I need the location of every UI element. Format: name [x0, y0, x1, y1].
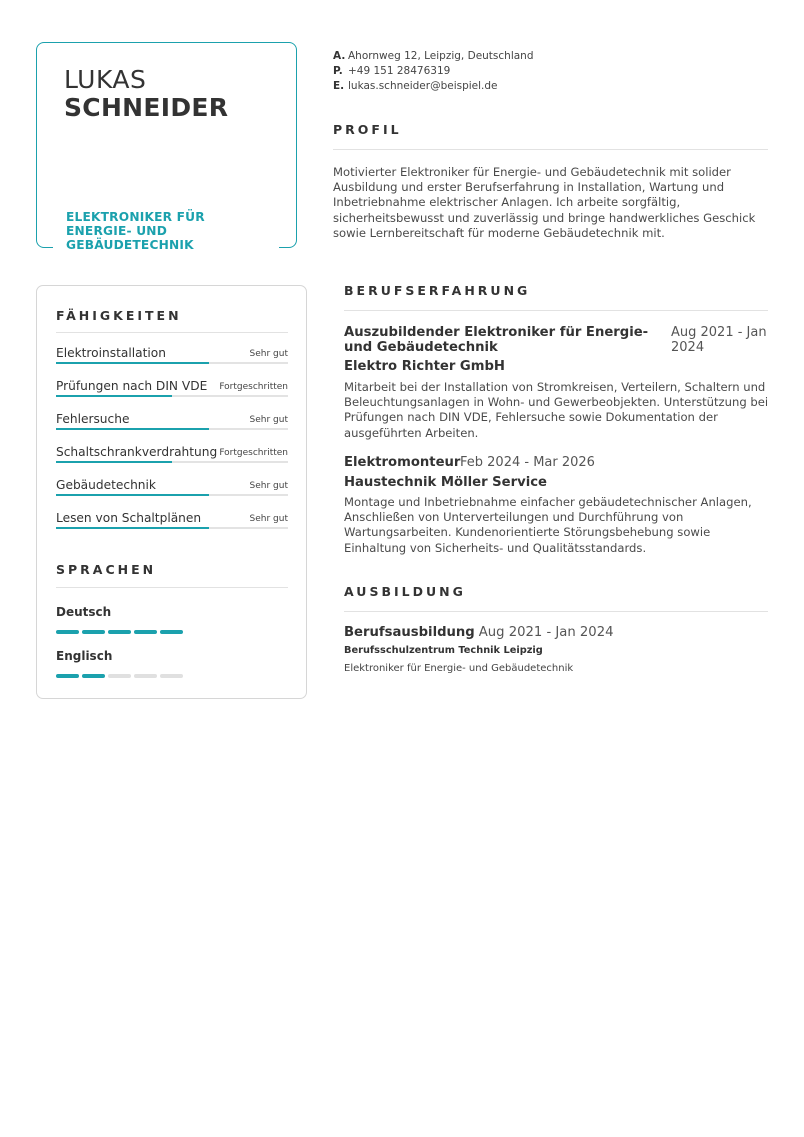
skill-item	[56, 346, 288, 379]
job-entry-company: Elektro Richter GmbH	[344, 359, 505, 374]
skill-bar-track	[56, 527, 288, 529]
rating-dot-filled	[56, 630, 79, 634]
language-rating	[56, 630, 183, 634]
skill-item	[56, 511, 288, 544]
education-heading: AUSBILDUNG	[344, 584, 466, 599]
contact-block	[333, 49, 534, 94]
rating-dot-empty	[134, 674, 157, 678]
profile-text: Motivierter Elektroniker für Energie- und Gebäudetechnik mit solider Ausbildung und erster Berufserfahrung in Installation, Wartung und Inbetriebnahme elektrischer Anlagen. Ich arbeite sorgfältig, sicherheitsbewusst und zuverlässig und bringe handwerkliches Geschick sowie Lernbereitschaft für moderne Gebäudetechnik mit.	[333, 165, 756, 240]
last-name: SCHNEIDER	[64, 93, 229, 122]
rating-dot-empty	[160, 674, 183, 678]
profile-divider	[333, 149, 768, 150]
job-entry-date: Feb 2024 - Mar 2026	[460, 455, 595, 470]
skill-item	[56, 379, 288, 412]
job-entry-title: Elektromonteur	[344, 455, 461, 470]
skill-name: Elektroinstallation	[56, 346, 166, 360]
skill-level: Sehr gut	[249, 415, 288, 425]
skill-level: Sehr gut	[249, 349, 288, 359]
experience-heading: BERUFSERFAHRUNG	[344, 283, 531, 298]
education-entry-title: Berufsausbildung Aug 2021 - Jan 2024	[344, 625, 614, 640]
experience-divider	[344, 310, 768, 311]
language-name: Englisch	[56, 649, 113, 663]
skill-bar-fill	[56, 461, 172, 463]
languages-divider	[56, 587, 288, 588]
skill-level: Sehr gut	[249, 481, 288, 491]
rating-dot-filled	[134, 630, 157, 634]
skill-level: Fortgeschritten	[219, 382, 288, 392]
skill-level: Fortgeschritten	[219, 448, 288, 458]
job-entry-company: Haustechnik Möller Service	[344, 475, 547, 490]
skill-bar-fill	[56, 494, 209, 496]
rating-dot-filled	[56, 674, 79, 678]
contact-address: A. Ahornweg 12, Leipzig, Deutschland	[333, 50, 534, 62]
job-entry-description: Mitarbeit bei der Installation von Stromkreisen, Verteilern, Schaltern und Beleuchtungsanlagen in Wohn- und Gewerbeobjekten. Unterstützung bei Prüfungen nach DIN VDE, Fehlersuche sowie Dokumentation der ausgeführten Arbeiten.	[344, 380, 769, 440]
languages-heading: SPRACHEN	[56, 562, 157, 577]
rating-dot-empty	[108, 674, 131, 678]
contact-email[interactable]: E. lukas.schneider@beispiel.de	[333, 80, 498, 92]
job-entry-description: Montage und Inbetriebnahme einfacher gebäudetechnischer Anlagen, Anschließen von Unterverteilungen und Durchführung von Wartungsarbeiten. Kundenorientierte Störungsbehebung sowie Einhaltung von Sicherheits- und Qualitätsstandards.	[344, 495, 752, 555]
job-entry-title: Auszubildender Elektroniker für Energie- und Gebäudetechnik	[344, 325, 649, 355]
job-entry-date: Aug 2021 - Jan 2024	[671, 325, 767, 355]
skill-name: Prüfungen nach DIN VDE	[56, 379, 208, 393]
education-entry-school: Berufsschulzentrum Technik Leipzig	[344, 645, 543, 656]
skill-bar-track	[56, 461, 288, 463]
skill-name: Schaltschrankverdrahtung	[56, 445, 218, 459]
language-rating	[56, 674, 183, 678]
rating-dot-filled	[108, 630, 131, 634]
profile-heading: PROFIL	[333, 122, 402, 137]
first-name: LUKAS	[64, 65, 147, 94]
skill-bar-fill	[56, 395, 172, 397]
language-name: Deutsch	[56, 605, 112, 619]
education-divider	[344, 611, 768, 612]
skill-name: Lesen von Schaltplänen	[56, 511, 202, 525]
job-title: ELEKTRONIKER FÜR ENERGIE- UND GEBÄUDETECHNIK	[66, 210, 266, 252]
skill-bar-track	[56, 395, 288, 397]
rating-dot-filled	[82, 674, 105, 678]
skill-item	[56, 445, 288, 478]
education-entry-field: Elektroniker für Energie- und Gebäudetechnik	[344, 663, 574, 674]
skill-bar-track	[56, 362, 288, 364]
skill-bar-fill	[56, 362, 209, 364]
rating-dot-filled	[82, 630, 105, 634]
skill-bar-track	[56, 428, 288, 430]
education-entry-date: Aug 2021 - Jan 2024	[478, 625, 614, 640]
contact-phone: P. +49 151 28476319	[333, 65, 451, 77]
skill-name: Gebäudetechnik	[56, 478, 156, 492]
skills-divider	[56, 332, 288, 333]
rating-dot-filled	[160, 630, 183, 634]
skill-bar-track	[56, 494, 288, 496]
skill-item	[56, 412, 288, 445]
skill-bar-fill	[56, 527, 209, 529]
skills-heading: FÄHIGKEITEN	[56, 308, 182, 323]
name-card	[36, 42, 297, 252]
skill-bar-fill	[56, 428, 209, 430]
skill-item	[56, 478, 288, 511]
skill-name: Fehlersuche	[56, 412, 130, 426]
skill-level: Sehr gut	[249, 514, 288, 524]
